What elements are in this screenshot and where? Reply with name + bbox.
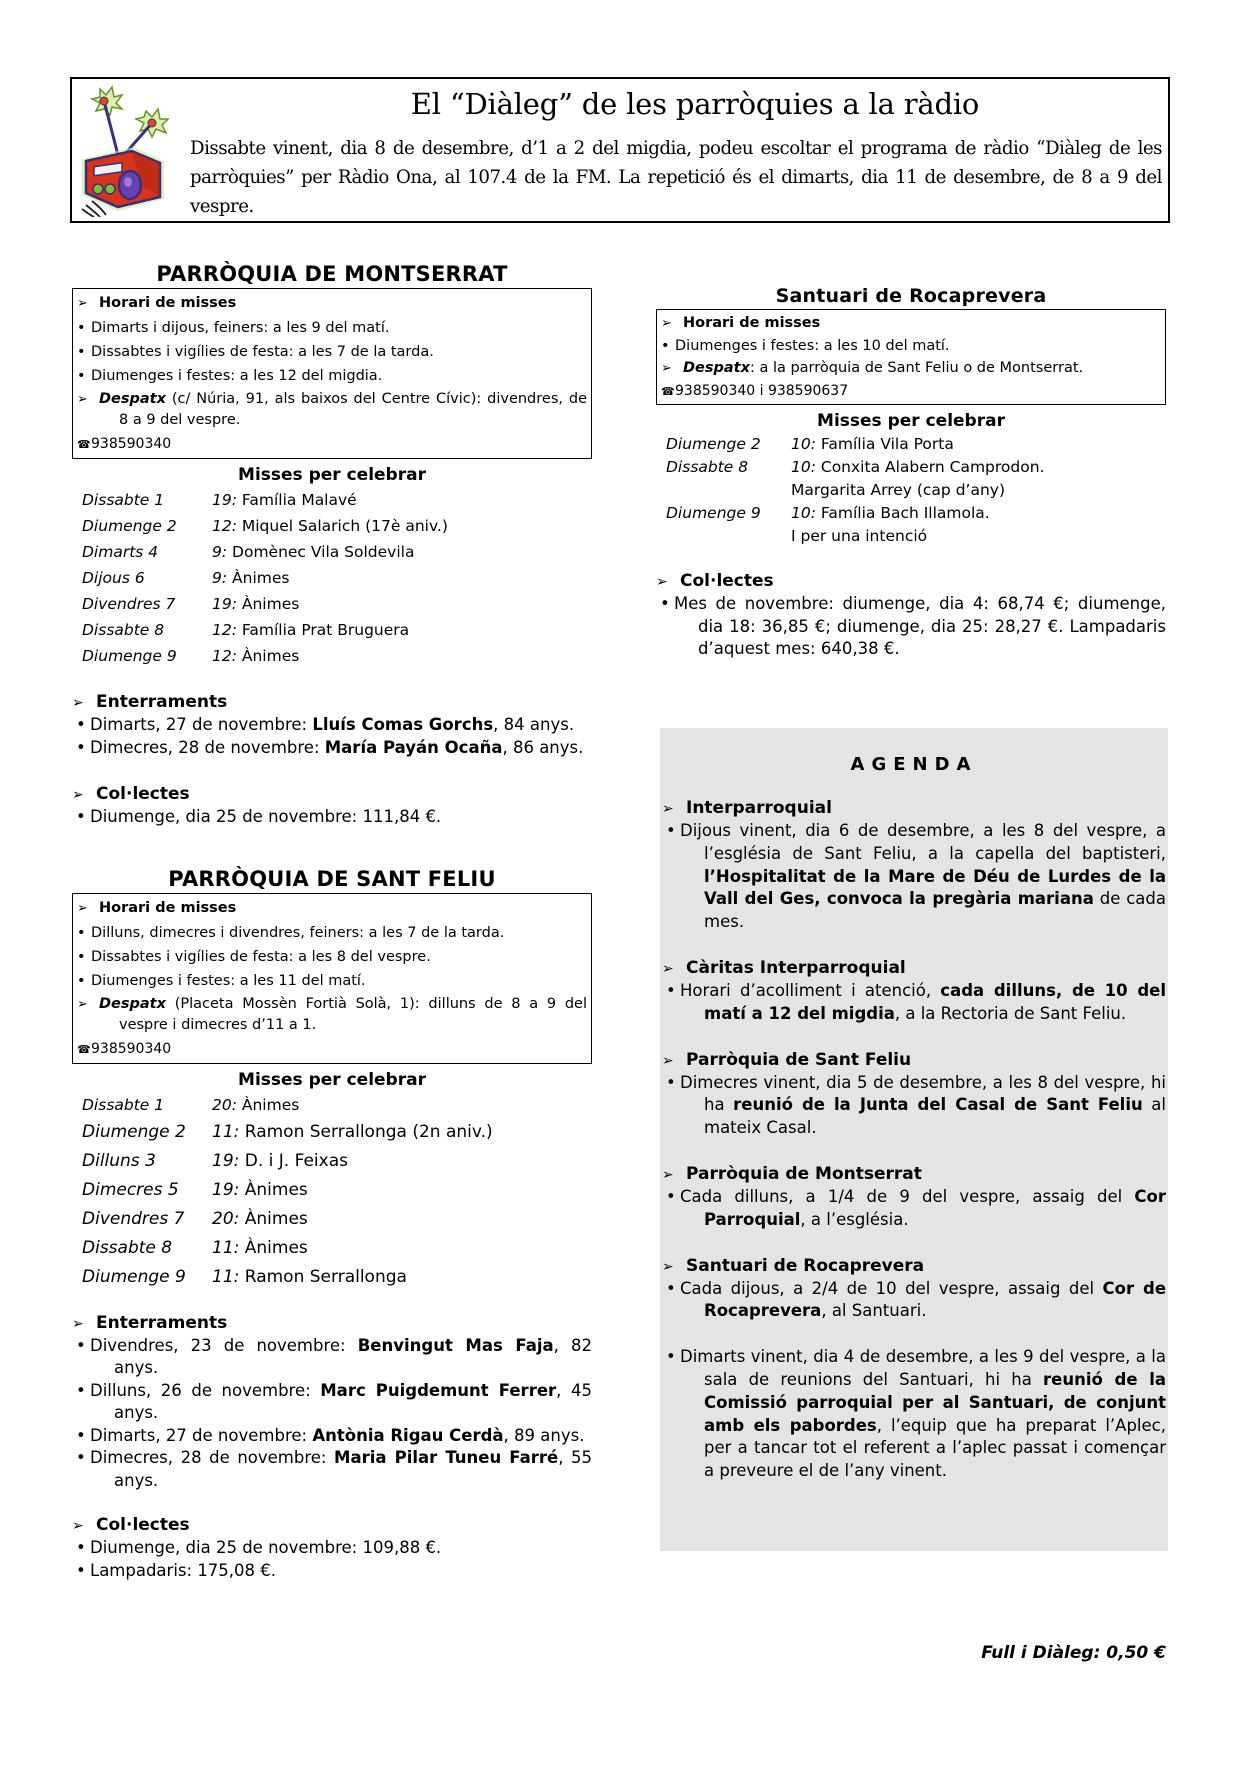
- funeral-date: Dilluns, 26 de novembre:: [90, 1380, 321, 1400]
- collection-text: Diumenge, dia 25 de novembre: 111,84 €.: [90, 807, 442, 826]
- office-info: [77, 388, 587, 432]
- mass-intention: Ànimes: [239, 1237, 308, 1258]
- schedule-item: Diumenges i festes: a les 10 del matí.: [675, 338, 950, 354]
- office-text: (c/ Núria, 91, als baixos del Centre Cívic): divendres, de 8 a 9 del vespre.: [119, 391, 587, 428]
- bullet-icon: •: [77, 320, 86, 336]
- mass-time: 19:: [212, 1150, 240, 1171]
- bullet-icon: •: [661, 338, 670, 354]
- agenda-section: [662, 1255, 1166, 1483]
- bullet-icon: •: [76, 1560, 86, 1580]
- agenda-item: [662, 980, 1166, 1026]
- agenda-text: Cada dilluns, a 1/4 de 9 del vespre, assaig del: [680, 1186, 1135, 1206]
- parish-title: PARRÒQUIA DE SANT FELIU: [168, 866, 496, 891]
- funeral-item: [72, 1447, 592, 1492]
- mass-day: Diumenge 2: [82, 517, 177, 535]
- mass-time: 12:: [212, 517, 237, 535]
- deceased-age: , 89 anys.: [503, 1425, 585, 1445]
- agenda-section-label: Càritas Interparroquial: [686, 957, 906, 978]
- funerals-section: [72, 1312, 592, 1493]
- bullet-icon: •: [77, 948, 86, 965]
- mass-intention: Conxita Alabern Camprodon.: [815, 458, 1045, 476]
- masses-title: Misses per celebrar: [817, 411, 1005, 431]
- agenda-section: [662, 957, 1166, 1026]
- sanctuary-rocaprevera: [656, 285, 1166, 661]
- section-label: Col·lectes: [96, 1515, 190, 1535]
- deceased-age: , 84 anys.: [493, 715, 575, 734]
- bullet-icon: •: [76, 1448, 86, 1467]
- agenda-item: [662, 1072, 1166, 1140]
- schedule-item: Diumenges i festes: a les 12 del migdia.: [91, 368, 383, 384]
- arrow-icon: ➢: [72, 1315, 84, 1332]
- masses-title: Misses per celebrar: [238, 1069, 426, 1090]
- phone-number: 938590340: [91, 1040, 172, 1057]
- agenda-section: [662, 797, 1166, 934]
- agenda-text: l’Hospitalitat de la Mare de Déu de Lurdes de la Vall del Ges, convoca la pregària mariana: [704, 866, 1166, 909]
- mass-row: [72, 1092, 592, 1118]
- funeral-date: Dimecres, 28 de novembre:: [90, 737, 325, 757]
- phone-icon: ☎: [77, 1042, 91, 1056]
- mass-day: Dissabte 8: [82, 621, 165, 639]
- arrow-icon: ➢: [662, 801, 674, 817]
- parish-title: Santuari de Rocaprevera: [775, 285, 1047, 307]
- mass-row: [72, 1176, 592, 1205]
- deceased-name: Maria Pilar Tuneu Farré: [334, 1448, 559, 1467]
- mass-time: 20:: [212, 1095, 237, 1114]
- schedule-label: Horari de misses: [99, 899, 237, 916]
- arrow-icon: ➢: [661, 316, 672, 331]
- schedule-item: Dissabtes i vigílies de festa: a les 8 del vespre.: [91, 948, 431, 965]
- funerals-section: [72, 691, 592, 759]
- deceased-age: , 82 anys.: [114, 1335, 592, 1377]
- arrow-icon: ➢: [72, 787, 84, 803]
- mass-row: [72, 539, 592, 565]
- schedule-item: Dilluns, dimecres i divendres, feiners: a les 7 de la tarda.: [91, 924, 505, 941]
- section-label: Col·lectes: [96, 784, 190, 804]
- phone-icon: ☎: [77, 438, 91, 451]
- bullet-icon: •: [76, 1335, 86, 1355]
- collection-text: Lampadaris: 175,08 €.: [90, 1560, 277, 1580]
- deceased-name: Marc Puigdemunt Ferrer: [320, 1380, 557, 1400]
- mass-time: 9:: [212, 543, 228, 561]
- office-info: [77, 993, 587, 1037]
- office-label: Despatx: [99, 995, 166, 1012]
- mass-row: [72, 1263, 592, 1292]
- mass-day: Diumenge 2: [82, 1121, 186, 1142]
- funeral-date: Dimarts, 27 de novembre:: [90, 1425, 313, 1445]
- mass-time: 12:: [212, 647, 237, 665]
- bullet-icon: •: [76, 1380, 86, 1400]
- agenda-section: [662, 1049, 1166, 1140]
- arrow-icon: ➢: [656, 574, 668, 590]
- right-column: [656, 285, 1166, 661]
- mass-day: Dissabte 8: [82, 1237, 173, 1258]
- masses-title: Misses per celebrar: [238, 465, 426, 485]
- agenda-text: , al Santuari.: [821, 1301, 927, 1321]
- agenda-section-label: Santuari de Rocaprevera: [686, 1255, 925, 1276]
- collection-text: Mes de novembre: diumenge, dia 4: 68,74 €; diumenge, dia 18: 36,85 €; diumenge, dia 25: 28,27 €. Lampadaris d’aquest mes: 640,38 €.: [674, 594, 1166, 658]
- arrow-icon: ➢: [662, 1052, 674, 1069]
- arrow-icon: ➢: [77, 296, 88, 311]
- mass-row: [72, 617, 592, 643]
- bullet-icon: •: [666, 821, 676, 840]
- agenda-text: Horari d’acolliment i atenció,: [680, 980, 941, 1000]
- price-label: Full i Diàleg: 0,50 €: [981, 1643, 1166, 1663]
- schedule-item: Dimarts i dijous, feiners: a les 9 del matí.: [91, 320, 390, 336]
- mass-entry: [656, 502, 1166, 548]
- phone-line: [77, 1037, 587, 1062]
- arrow-icon: ➢: [662, 1166, 674, 1183]
- funeral-item: [72, 714, 592, 737]
- funeral-item: [72, 737, 592, 760]
- collection-item: [72, 1560, 592, 1583]
- mass-day: Dimarts 4: [82, 543, 159, 561]
- mass-row: [72, 1147, 592, 1176]
- arrow-icon: ➢: [662, 960, 674, 977]
- bullet-icon: •: [666, 1186, 676, 1206]
- deceased-name: Lluís Comas Gorchs: [312, 715, 494, 734]
- bullet-icon: •: [76, 737, 86, 757]
- phone-line: [661, 380, 1161, 403]
- funeral-date: Dimecres, 28 de novembre:: [90, 1448, 335, 1467]
- agenda-text: Dijous vinent, dia 6 de desembre, a les 8 del vespre, a l’església de Sant Feliu, a la capella del baptisteri,: [680, 821, 1166, 863]
- bullet-icon: •: [76, 1538, 86, 1557]
- phone-line: [77, 432, 587, 457]
- agenda-panel: [660, 728, 1168, 1551]
- mass-intention: Família Vila Porta: [815, 435, 954, 453]
- funeral-item: [72, 1380, 592, 1425]
- funeral-item: [72, 1425, 592, 1448]
- arrow-icon: ➢: [77, 996, 88, 1012]
- mass-time: 20:: [212, 1208, 240, 1229]
- mass-entry: [656, 433, 1166, 456]
- agenda-text: Dimecres vinent, dia 5 de desembre, a les 8 del vespre, hi ha: [680, 1072, 1166, 1115]
- agenda-item: [662, 1186, 1166, 1232]
- bullet-icon: •: [666, 1072, 676, 1092]
- mass-intention: Ànimes: [236, 1095, 300, 1114]
- mass-row: [72, 1205, 592, 1234]
- mass-time: 19:: [212, 491, 237, 509]
- mass-intention: Ramon Serrallonga: [239, 1266, 407, 1287]
- agenda-text: de cada mes.: [704, 889, 1166, 932]
- section-label: Enterraments: [96, 1312, 228, 1333]
- parish-montserrat: [72, 262, 592, 829]
- mass-intention: Domènec Vila Soldevila: [227, 543, 415, 561]
- mass-row: [72, 487, 592, 513]
- mass-intention: Família Prat Bruguera: [236, 621, 410, 639]
- phone-icon: ☎: [661, 385, 675, 398]
- arrow-icon: ➢: [72, 695, 84, 711]
- mass-row: [72, 591, 592, 617]
- funeral-date: Dimarts, 27 de novembre:: [90, 715, 313, 734]
- bullet-icon: •: [77, 924, 86, 941]
- mass-row: [72, 643, 592, 669]
- agenda-text: , l’equip que ha preparat l’Aplec, per a tancar tot el referent a l’aplec passat i començar a preveure el de l’any vinent.: [704, 1415, 1166, 1481]
- bullet-icon: •: [77, 972, 86, 989]
- agenda-item: [662, 820, 1166, 934]
- mass-day: Dilluns 3: [82, 1150, 156, 1171]
- masses-list: [72, 487, 592, 669]
- mass-time: 12:: [212, 621, 237, 639]
- office-info: [661, 357, 1161, 380]
- mass-intention-extra: Margarita Arrey (cap d’any): [791, 481, 1006, 499]
- agenda-section: [662, 1163, 1166, 1232]
- collections-section: [656, 570, 1166, 661]
- arrow-icon: ➢: [77, 900, 88, 916]
- mass-entry: [656, 456, 1166, 502]
- collection-text: Diumenge, dia 25 de novembre: 109,88 €.: [90, 1538, 442, 1557]
- mass-row: [72, 565, 592, 591]
- arrow-icon: ➢: [662, 1258, 674, 1275]
- arrow-icon: ➢: [661, 361, 672, 376]
- deceased-name: Benvingut Mas Faja: [357, 1335, 554, 1355]
- mass-time: 11:: [212, 1237, 240, 1258]
- collection-item: [72, 1537, 592, 1560]
- mass-day: Divendres 7: [82, 1208, 185, 1229]
- mass-time: 11:: [212, 1121, 240, 1142]
- mass-intention: Ànimes: [239, 1208, 308, 1229]
- bullet-icon: •: [76, 1425, 86, 1445]
- masses-list: [72, 1092, 592, 1292]
- agenda-text: Cor de Rocaprevera: [704, 1278, 1167, 1321]
- announcement-body: Dissabte vinent, dia 8 de desembre, d’1 a 2 del migdia, podeu escoltar el programa de ràdio “Diàleg de les parròquies” per Ràdio Ona, al 107.4 de la FM. La repetició és el dimarts, dia 11 de desembre, de 8 a 9 del vespre.: [190, 138, 1162, 217]
- agenda-section-label: Parròquia de Montserrat: [686, 1163, 922, 1184]
- mass-row: [72, 513, 592, 539]
- mass-intention: Família Malavé: [236, 491, 357, 509]
- mass-intention: Ànimes: [236, 647, 300, 665]
- mass-intention: Ànimes: [236, 595, 300, 613]
- mass-day: Dissabte 1: [82, 1095, 165, 1114]
- agenda-item: [662, 1278, 1166, 1324]
- bullet-icon: •: [77, 368, 86, 384]
- mass-day: Diumenge 9: [82, 647, 177, 665]
- mass-day: Diumenge 9: [666, 504, 761, 522]
- mass-day: Dijous 6: [82, 569, 145, 587]
- agenda-text: , a l’església.: [800, 1209, 909, 1229]
- bullet-icon: •: [666, 1278, 676, 1298]
- section-label: Col·lectes: [680, 571, 774, 591]
- agenda-text: Cor Parroquial: [704, 1186, 1166, 1229]
- mass-day: Dimecres 5: [82, 1179, 179, 1200]
- bullet-icon: •: [76, 807, 86, 826]
- arrow-icon: ➢: [72, 1518, 84, 1534]
- agenda-text: cada dilluns, de 10 del matí a 12 del migdia: [704, 980, 1166, 1023]
- phone-number: 938590340 i 938590637: [675, 383, 849, 399]
- office-label: Despatx: [99, 391, 166, 407]
- agenda-text: , a la Rectoria de Sant Feliu.: [894, 1003, 1127, 1023]
- mass-intention-extra: I per una intenció: [791, 527, 928, 545]
- mass-time: 11:: [212, 1266, 240, 1287]
- arrow-icon: ➢: [77, 392, 88, 407]
- deceased-age: , 86 anys.: [502, 737, 584, 757]
- agenda-section-label: Parròquia de Sant Feliu: [686, 1049, 912, 1070]
- mass-day: Dissabte 8: [666, 458, 749, 476]
- mass-schedule-box: [72, 893, 592, 1064]
- office-label: Despatx: [683, 360, 750, 376]
- mass-intention: Ànimes: [227, 569, 290, 587]
- deceased-age: , 55 anys.: [114, 1448, 592, 1490]
- mass-intention: D. i J. Feixas: [239, 1150, 348, 1171]
- mass-day: Divendres 7: [82, 595, 176, 613]
- mass-time: 19:: [212, 1179, 240, 1200]
- mass-intention: Ànimes: [239, 1179, 308, 1200]
- agenda-section-label: Interparroquial: [686, 798, 832, 818]
- schedule-label: Horari de misses: [99, 295, 237, 311]
- left-column: [72, 262, 592, 1582]
- collections-section: [72, 1514, 592, 1582]
- bullet-icon: •: [77, 344, 86, 360]
- agenda-text: Dimarts vinent, dia 4 de desembre, a les 9 del vespre, a la sala de reunions del Santuari, hi ha: [680, 1347, 1166, 1389]
- radio-announcement-box: [70, 77, 1170, 223]
- agenda-text: reunió de la Junta del Casal de Sant Feliu: [733, 1095, 1143, 1115]
- bullet-icon: •: [666, 1347, 676, 1367]
- deceased-name: Antònia Rigau Cerdà: [312, 1425, 504, 1445]
- agenda-sections: [662, 797, 1166, 1483]
- mass-day: Dissabte 1: [82, 491, 165, 509]
- parish-sant-feliu: [72, 867, 592, 1583]
- schedule-item: Diumenges i festes: a les 11 del matí.: [91, 972, 366, 989]
- bullet-icon: •: [666, 980, 676, 1000]
- mass-schedule-box: [72, 288, 592, 459]
- deceased-name: María Payán Ocaña: [324, 737, 503, 757]
- office-text: (Placeta Mossèn Fortià Solà, 1): dilluns de 8 a 9 del vespre i dimecres d’11 a 1.: [119, 995, 587, 1033]
- mass-day: Diumenge 2: [666, 435, 761, 453]
- mass-time: 10:: [791, 458, 816, 476]
- mass-day: Diumenge 9: [82, 1266, 186, 1287]
- mass-time: 19:: [212, 595, 237, 613]
- schedule-label: Horari de misses: [683, 315, 821, 331]
- agenda-item: [662, 1346, 1166, 1483]
- mass-intention: Família Bach Illamola.: [815, 504, 990, 522]
- mass-time: 9:: [212, 569, 228, 587]
- mass-time: 10:: [791, 435, 816, 453]
- bullet-icon: •: [660, 594, 670, 613]
- masses-list: [656, 433, 1166, 548]
- mass-row: [72, 1234, 592, 1263]
- funeral-date: Divendres, 23 de novembre:: [90, 1335, 358, 1355]
- funeral-item: [72, 1335, 592, 1380]
- mass-row: [72, 1118, 592, 1147]
- mass-time: 10:: [791, 504, 816, 522]
- mass-intention: Miquel Salarich (17è aniv.): [236, 517, 448, 535]
- agenda-title: AGENDA: [850, 754, 978, 775]
- section-label: Enterraments: [96, 692, 228, 712]
- phone-number: 938590340: [91, 436, 172, 452]
- collection-item: [72, 806, 592, 829]
- deceased-age: , 45 anys.: [114, 1380, 592, 1422]
- parish-title: PARRÒQUIA DE MONTSERRAT: [156, 262, 508, 286]
- collections-section: [72, 783, 592, 829]
- agenda-text: reunió de la Comissió parroquial per al Santuari, de conjunt amb els pabordes: [704, 1369, 1166, 1435]
- bullet-icon: •: [76, 715, 86, 734]
- mass-intention: Ramon Serrallonga (2n aniv.): [239, 1121, 493, 1142]
- collection-item: [656, 593, 1166, 661]
- office-text: : a la parròquia de Sant Feliu o de Montserrat.: [749, 360, 1084, 376]
- announcement-title: El “Diàleg” de les parròquies a la ràdio: [410, 87, 980, 121]
- agenda-text: Cada dijous, a 2/4 de 10 del vespre, assaig del: [680, 1278, 1103, 1298]
- mass-schedule-box: [656, 309, 1166, 405]
- schedule-item: Dissabtes i vigílies de festa: a les 7 de la tarda.: [91, 344, 434, 360]
- agenda-text: al mateix Casal.: [704, 1095, 1166, 1138]
